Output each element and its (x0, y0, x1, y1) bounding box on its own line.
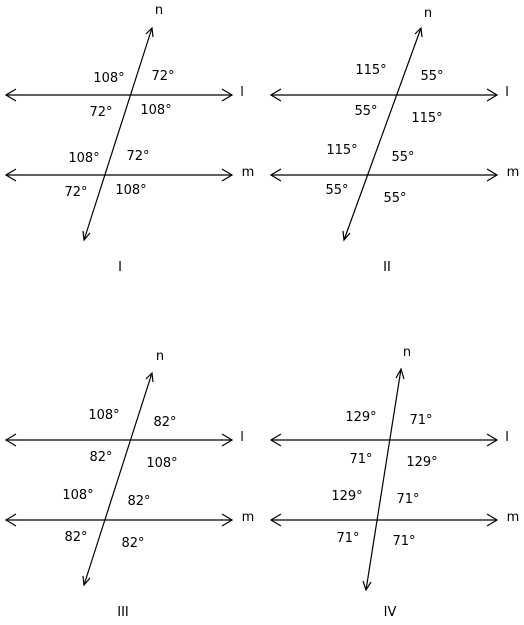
angle-l-top-left: 115° (355, 63, 387, 78)
angle-m-bottom-right: 55° (383, 191, 407, 206)
angle-m-top-left: 108° (62, 488, 94, 503)
angle-m-bottom-right: 82° (121, 536, 145, 551)
angle-l-bottom-right: 129° (406, 455, 438, 470)
angle-m-top-right: 82° (127, 494, 151, 509)
angle-m-top-right: 71° (396, 492, 420, 507)
panel-1 (6, 3, 254, 275)
panel-4 (271, 345, 519, 620)
label-m: m (506, 510, 520, 525)
angle-l-top-left: 108° (93, 71, 125, 86)
label-m: m (241, 510, 255, 525)
angle-l-top-right: 71° (409, 413, 433, 428)
angle-l-bottom-left: 72° (89, 105, 113, 120)
panel-caption: III (117, 605, 129, 620)
label-n: n (402, 345, 412, 360)
angle-l-top-right: 72° (151, 69, 175, 84)
label-m: m (506, 165, 520, 180)
label-n: n (154, 3, 164, 18)
panel-3 (6, 349, 254, 620)
angle-m-bottom-right: 71° (392, 534, 416, 549)
label-l: l (505, 85, 509, 100)
angle-m-top-left: 129° (331, 489, 363, 504)
angle-l-top-left: 108° (88, 408, 120, 423)
transversal-n (84, 28, 152, 240)
angle-m-top-right: 55° (391, 150, 415, 165)
label-l: l (505, 430, 509, 445)
angle-m-bottom-left: 82° (64, 530, 88, 545)
transversal-n (344, 28, 421, 240)
angle-l-top-left: 129° (345, 410, 377, 425)
angle-l-top-right: 82° (153, 415, 177, 430)
angle-l-bottom-right: 108° (140, 103, 172, 118)
transversal-n (366, 369, 401, 590)
angle-l-bottom-left: 71° (349, 452, 373, 467)
angle-l-bottom-left: 55° (354, 104, 378, 119)
angle-m-top-right: 72° (126, 149, 150, 164)
label-n: n (423, 6, 433, 21)
angle-l-bottom-left: 82° (89, 450, 113, 465)
angle-m-bottom-right: 108° (115, 183, 147, 198)
label-l: l (240, 85, 244, 100)
angle-m-bottom-left: 55° (325, 183, 349, 198)
transversal-n (84, 373, 152, 585)
panel-caption: IV (383, 605, 397, 620)
angle-l-top-right: 55° (420, 69, 444, 84)
angle-l-bottom-right: 115° (411, 111, 443, 126)
angle-m-bottom-left: 72° (64, 185, 88, 200)
panel-caption: I (118, 260, 122, 275)
label-n: n (155, 349, 165, 364)
panel-2 (271, 6, 519, 275)
angle-m-bottom-left: 71° (336, 531, 360, 546)
angle-m-top-left: 108° (68, 151, 100, 166)
angle-l-bottom-right: 108° (146, 456, 178, 471)
angle-m-top-left: 115° (326, 143, 358, 158)
label-m: m (241, 165, 255, 180)
label-l: l (240, 430, 244, 445)
panel-caption: II (383, 260, 391, 275)
